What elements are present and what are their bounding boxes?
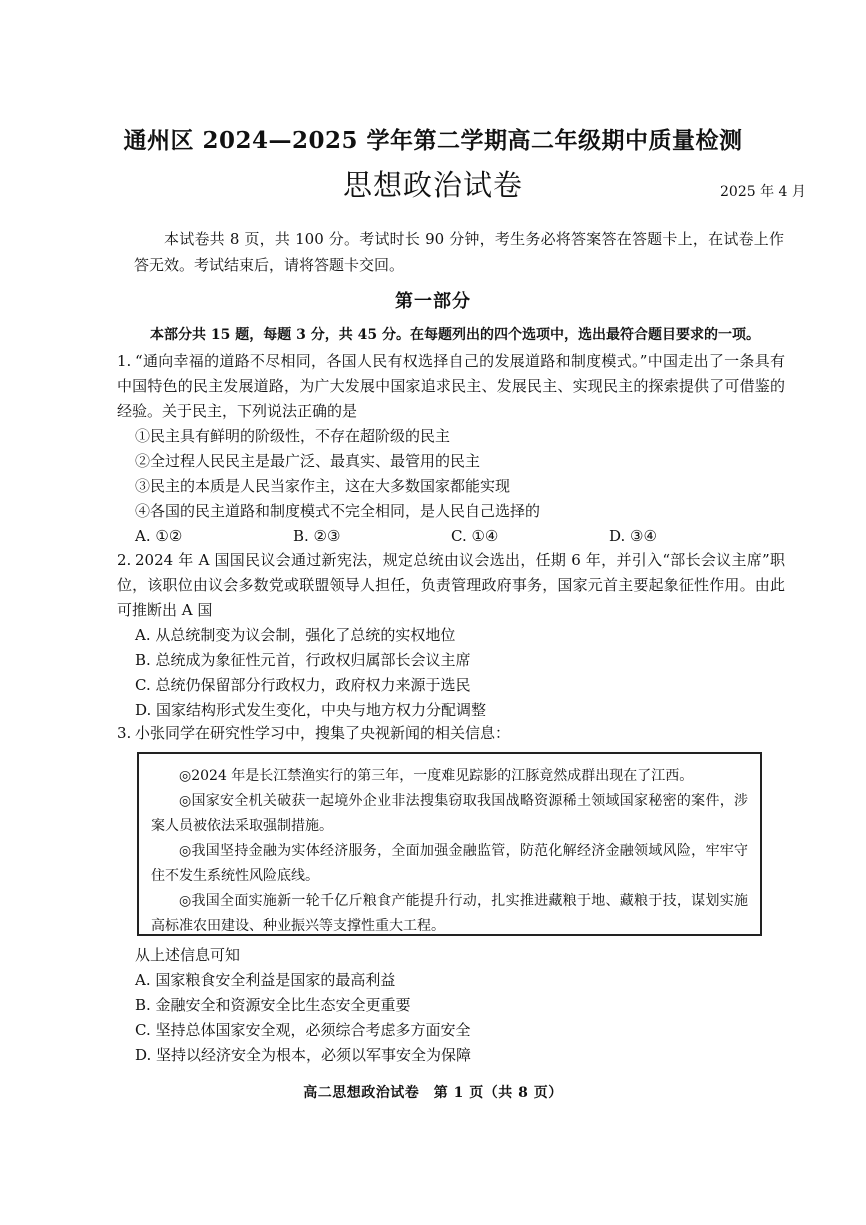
statement-4: ④各国的民主道路和制度模式不完全相同，是人民自己选择的 — [135, 502, 541, 520]
statement-1: ①民主具有鲜明的阶级性，不存在超阶级的民主 — [135, 427, 451, 445]
part-title: 第一部分 — [395, 291, 471, 312]
news-item-4: ◎我国全面实施新一轮千亿斤粮食产能提升行动，扎实推进藏粮于地、藏粮于技，谋划实施高标准农田建设、种业振兴等支撑性重大工程。 — [151, 893, 748, 934]
question-2 — [117, 548, 785, 723]
question-text: 小张同学在研究性学习中，搜集了央视新闻的相关信息： — [135, 724, 511, 742]
question-stem — [117, 349, 785, 424]
option-d: D. ③④ — [609, 527, 657, 545]
question-number: 1. — [117, 352, 132, 370]
option-b: B. 总统成为象征性元首，行政权归属部长会议主席 — [135, 651, 471, 669]
option-b: B. 金融安全和资源安全比生态安全更重要 — [135, 996, 411, 1014]
option-a: A. 国家粮食安全利益是国家的最高利益 — [135, 971, 396, 989]
option-c: C. 坚持总体国家安全观，必须综合考虑多方面安全 — [135, 1021, 471, 1039]
news-item-1: ◎2024 年是长江禁渔实行的第三年，一度难见踪影的江豚竟然成群出现在了江西。 — [179, 768, 694, 784]
exam-title: 通州区 2024—2025 学年第二学期高二年级期中质量检测 — [123, 127, 743, 154]
option-a: A. 从总统制变为议会制，强化了总统的实权地位 — [135, 626, 456, 644]
news-item-2: ◎国家安全机关破获一起境外企业非法搜集窃取我国战略资源稀土领域国家秘密的案件，涉案人员被依法采取强制措施。 — [151, 793, 748, 834]
option-a: A. ①② — [135, 527, 183, 545]
exam-date: 2025 年 4 月 — [720, 184, 806, 200]
part-instructions: 本部分共 15 题，每题 3 分，共 45 分。在每题列出的四个选项中，选出最符合题目要求的一项。 — [150, 327, 760, 343]
question-followup: 从上述信息可知 — [135, 946, 241, 964]
option-c: C. 总统仍保留部分行政权力，政府权力来源于选民 — [135, 676, 471, 694]
answer-options — [117, 524, 785, 549]
question-text: “通向幸福的道路不尽相同，各国人民有权选择自己的发展道路和制度模式。”中国走出了一条具有中国特色的民主发展道路，为广大发展中国家追求民主、发展民主、实现民主的探索提供了可借鉴的经验。关于民主，下列说法正确的是 — [117, 352, 785, 420]
news-item-3: ◎我国坚持金融为实体经济服务，全面加强金融监管，防范化解经济金融领域风险，牢牢守住不发生系统性风险底线。 — [151, 843, 748, 884]
option-b: B. ②③ — [293, 527, 341, 545]
question-text: 2024 年 A 国国民议会通过新宪法，规定总统由议会选出，任期 6 年，并引入“部长会议主席”职位，该职位由议会多数党或联盟领导人担任，负责管理政府事务，国家元首主要起象征性作用。由此可推断出 A 国 — [117, 551, 785, 619]
question-number: 3. — [117, 724, 132, 742]
statement-3: ③民主的本质是人民当家作主，这在大多数国家都能实现 — [135, 477, 511, 495]
option-c: C. ①④ — [451, 527, 499, 545]
question-1 — [117, 349, 785, 549]
question-3 — [117, 721, 785, 746]
page-footer: 高二思想政治试卷 第 1 页（共 8 页） — [303, 1085, 563, 1101]
question-stem — [117, 548, 785, 623]
news-info-box — [137, 752, 762, 936]
exam-instructions: 本试卷共 8 页，共 100 分。考试时长 90 分钟，考生务必将答案答在答题卡上，在试卷上作答无效。考试结束后，请将答题卡交回。 — [134, 230, 784, 274]
question-3-options — [135, 943, 775, 1068]
option-d: D. 国家结构形式发生变化，中央与地方权力分配调整 — [135, 701, 487, 719]
question-stem — [117, 721, 785, 746]
question-number: 2. — [117, 551, 132, 569]
option-d: D. 坚持以经济安全为根本，必须以军事安全为保障 — [135, 1046, 472, 1064]
statement-2: ②全过程人民民主是最广泛、最真实、最管用的民主 — [135, 452, 481, 470]
subject-title: 思想政治试卷 — [342, 168, 523, 202]
